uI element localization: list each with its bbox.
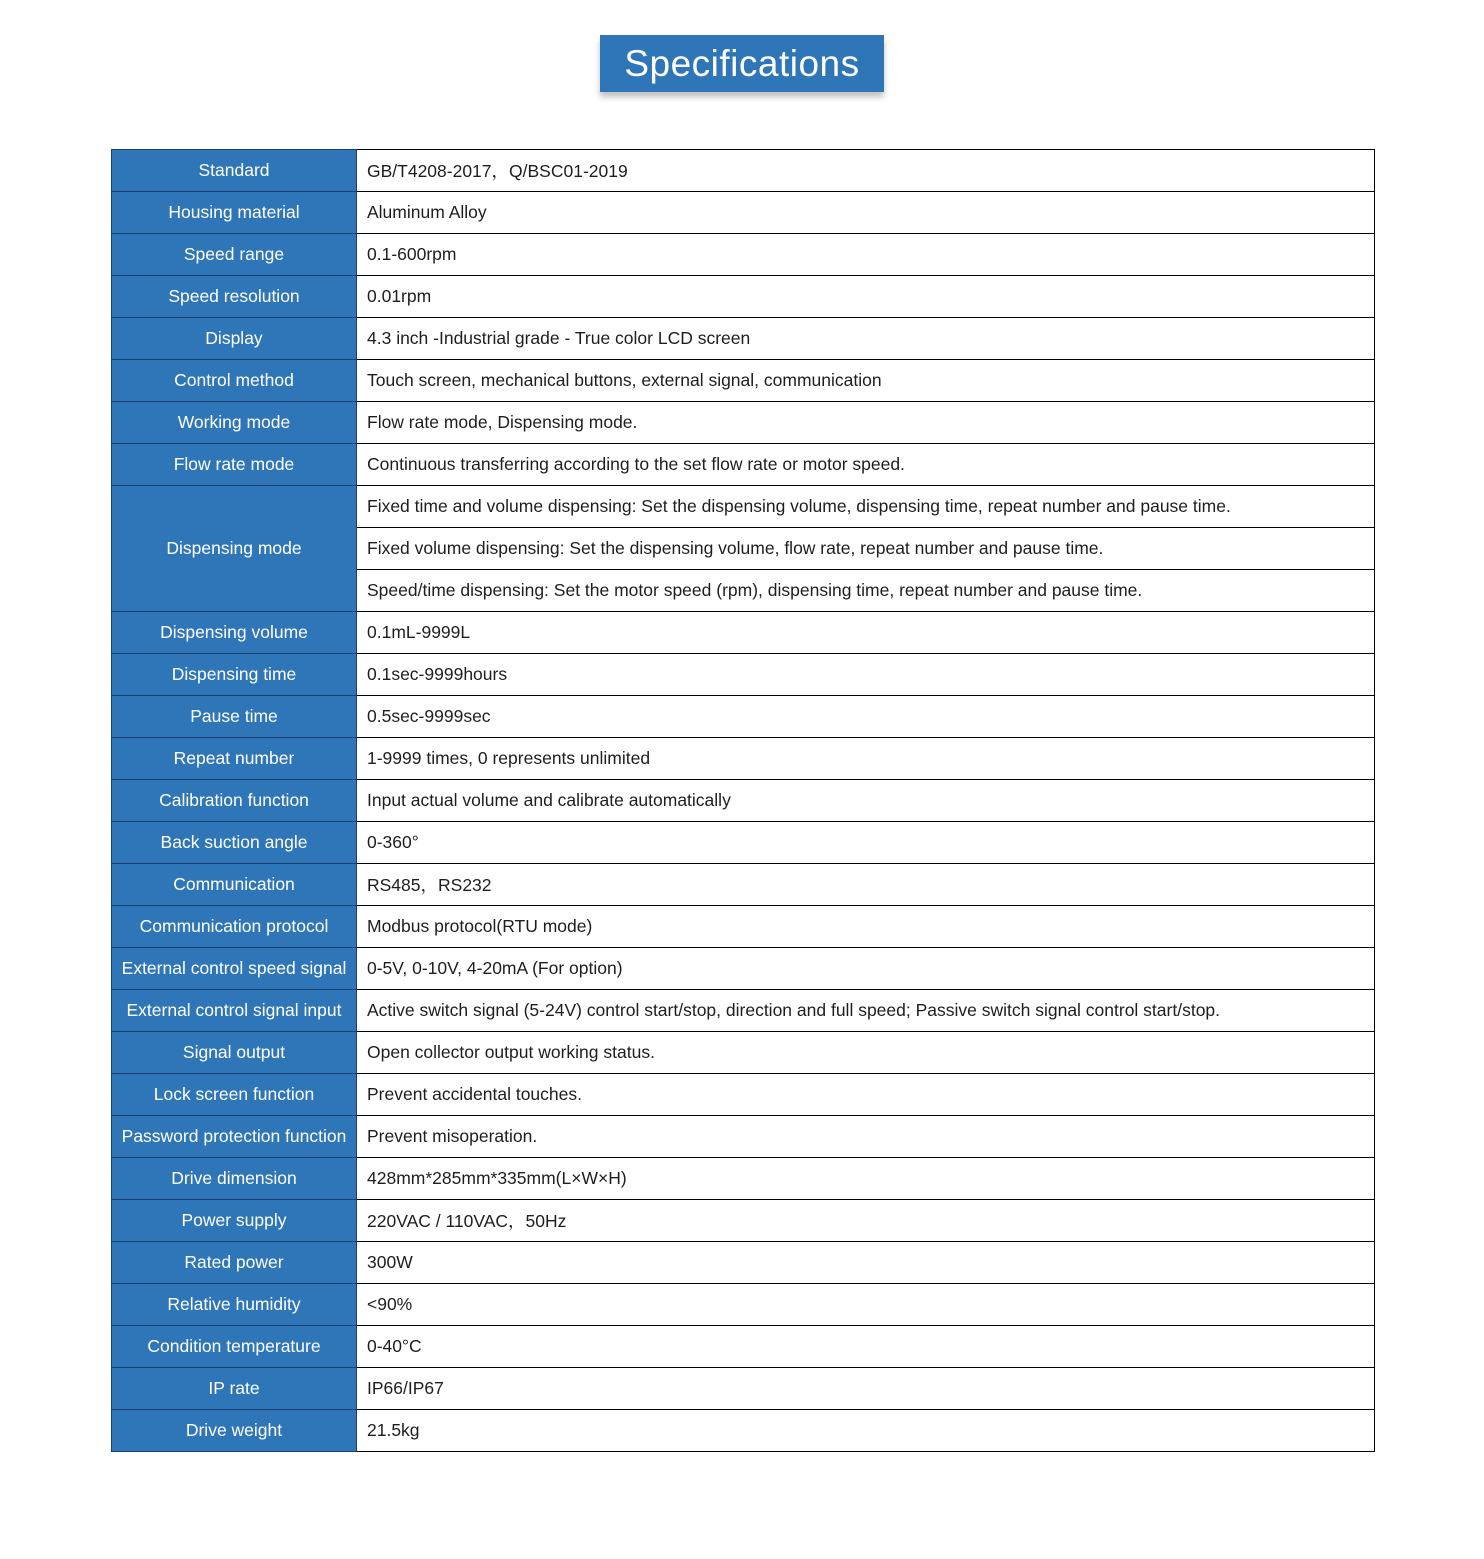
spec-value: 428mm*285mm*335mm(L×W×H) (357, 1158, 1375, 1200)
table-row (112, 822, 1375, 864)
spec-value: <90% (357, 1284, 1375, 1326)
spec-label: Power supply (112, 1200, 357, 1242)
table-row (112, 990, 1375, 1032)
spec-label: Lock screen function (112, 1074, 357, 1116)
spec-label: Display (112, 318, 357, 360)
spec-value: Fixed time and volume dispensing: Set the dispensing volume, dispensing time, repeat number and pause time. (357, 486, 1375, 528)
spec-value: Prevent accidental touches. (357, 1074, 1375, 1116)
spec-label: Flow rate mode (112, 444, 357, 486)
spec-label: Housing material (112, 192, 357, 234)
page-title: Specifications (600, 35, 884, 92)
table-row (112, 780, 1375, 822)
table-row (112, 1284, 1375, 1326)
spec-label: Repeat number (112, 738, 357, 780)
spec-label: Speed range (112, 234, 357, 276)
table-row (112, 360, 1375, 402)
spec-label: Calibration function (112, 780, 357, 822)
table-row (112, 864, 1375, 906)
spec-label: Control method (112, 360, 357, 402)
table-row (112, 1074, 1375, 1116)
spec-label: Dispensing mode (112, 486, 357, 612)
spec-value: 0.5sec-9999sec (357, 696, 1375, 738)
spec-value: Prevent misoperation. (357, 1116, 1375, 1158)
table-row (112, 318, 1375, 360)
spec-value: Fixed volume dispensing: Set the dispensing volume, flow rate, repeat number and pause time. (357, 528, 1375, 570)
spec-value: Open collector output working status. (357, 1032, 1375, 1074)
table-row (112, 192, 1375, 234)
spec-value: GB/T4208-2017，Q/BSC01-2019 (357, 150, 1375, 192)
spec-label: Relative humidity (112, 1284, 357, 1326)
spec-label: Password protection function (112, 1116, 357, 1158)
spec-value: 0.01rpm (357, 276, 1375, 318)
spec-value: 0.1mL-9999L (357, 612, 1375, 654)
table-row (112, 696, 1375, 738)
table-row (112, 1326, 1375, 1368)
spec-value: Input actual volume and calibrate automatically (357, 780, 1375, 822)
spec-value: RS485，RS232 (357, 864, 1375, 906)
spec-label: Dispensing volume (112, 612, 357, 654)
spec-value: 300W (357, 1242, 1375, 1284)
spec-label: Condition temperature (112, 1326, 357, 1368)
table-row (112, 1158, 1375, 1200)
spec-value: 0.1-600rpm (357, 234, 1375, 276)
spec-value: 1-9999 times, 0 represents unlimited (357, 738, 1375, 780)
spec-value: Active switch signal (5-24V) control start/stop, direction and full speed; Passive switch signal control start/stop. (357, 990, 1375, 1032)
table-row (112, 1242, 1375, 1284)
spec-label: Communication protocol (112, 906, 357, 948)
table-row (112, 906, 1375, 948)
table-row (112, 948, 1375, 990)
spec-label: Dispensing time (112, 654, 357, 696)
spec-value: 0-5V, 0-10V, 4-20mA (For option) (357, 948, 1375, 990)
spec-value: 4.3 inch -Industrial grade - True color LCD screen (357, 318, 1375, 360)
table-row (112, 1032, 1375, 1074)
table-row (112, 486, 1375, 528)
spec-value: Continuous transferring according to the set flow rate or motor speed. (357, 444, 1375, 486)
spec-value: IP66/IP67 (357, 1368, 1375, 1410)
specifications-table (111, 149, 1375, 1452)
spec-value: 0-40°C (357, 1326, 1375, 1368)
spec-value: 0.1sec-9999hours (357, 654, 1375, 696)
table-row (112, 150, 1375, 192)
table-row (112, 738, 1375, 780)
spec-label: Drive weight (112, 1410, 357, 1452)
spec-label: Rated power (112, 1242, 357, 1284)
spec-label: Drive dimension (112, 1158, 357, 1200)
table-row (112, 1368, 1375, 1410)
spec-value: 21.5kg (357, 1410, 1375, 1452)
spec-label: External control signal input (112, 990, 357, 1032)
spec-label: Standard (112, 150, 357, 192)
spec-value: Touch screen, mechanical buttons, external signal, communication (357, 360, 1375, 402)
table-row (112, 234, 1375, 276)
spec-label: Speed resolution (112, 276, 357, 318)
table-row (112, 1200, 1375, 1242)
spec-label: Back suction angle (112, 822, 357, 864)
spec-value: Speed/time dispensing: Set the motor speed (rpm), dispensing time, repeat number and pause time. (357, 570, 1375, 612)
spec-label: External control speed signal (112, 948, 357, 990)
spec-label: Working mode (112, 402, 357, 444)
spec-label: Signal output (112, 1032, 357, 1074)
table-row (112, 1410, 1375, 1452)
table-row (112, 444, 1375, 486)
spec-value: Flow rate mode, Dispensing mode. (357, 402, 1375, 444)
table-row (112, 402, 1375, 444)
spec-label: IP rate (112, 1368, 357, 1410)
spec-label: Communication (112, 864, 357, 906)
spec-value: 220VAC / 110VAC，50Hz (357, 1200, 1375, 1242)
table-row (112, 1116, 1375, 1158)
table-row (112, 654, 1375, 696)
specifications-table-body (112, 150, 1375, 1452)
spec-value: Aluminum Alloy (357, 192, 1375, 234)
table-row (112, 276, 1375, 318)
table-row (112, 612, 1375, 654)
spec-label: Pause time (112, 696, 357, 738)
spec-value: 0-360° (357, 822, 1375, 864)
spec-value: Modbus protocol(RTU mode) (357, 906, 1375, 948)
